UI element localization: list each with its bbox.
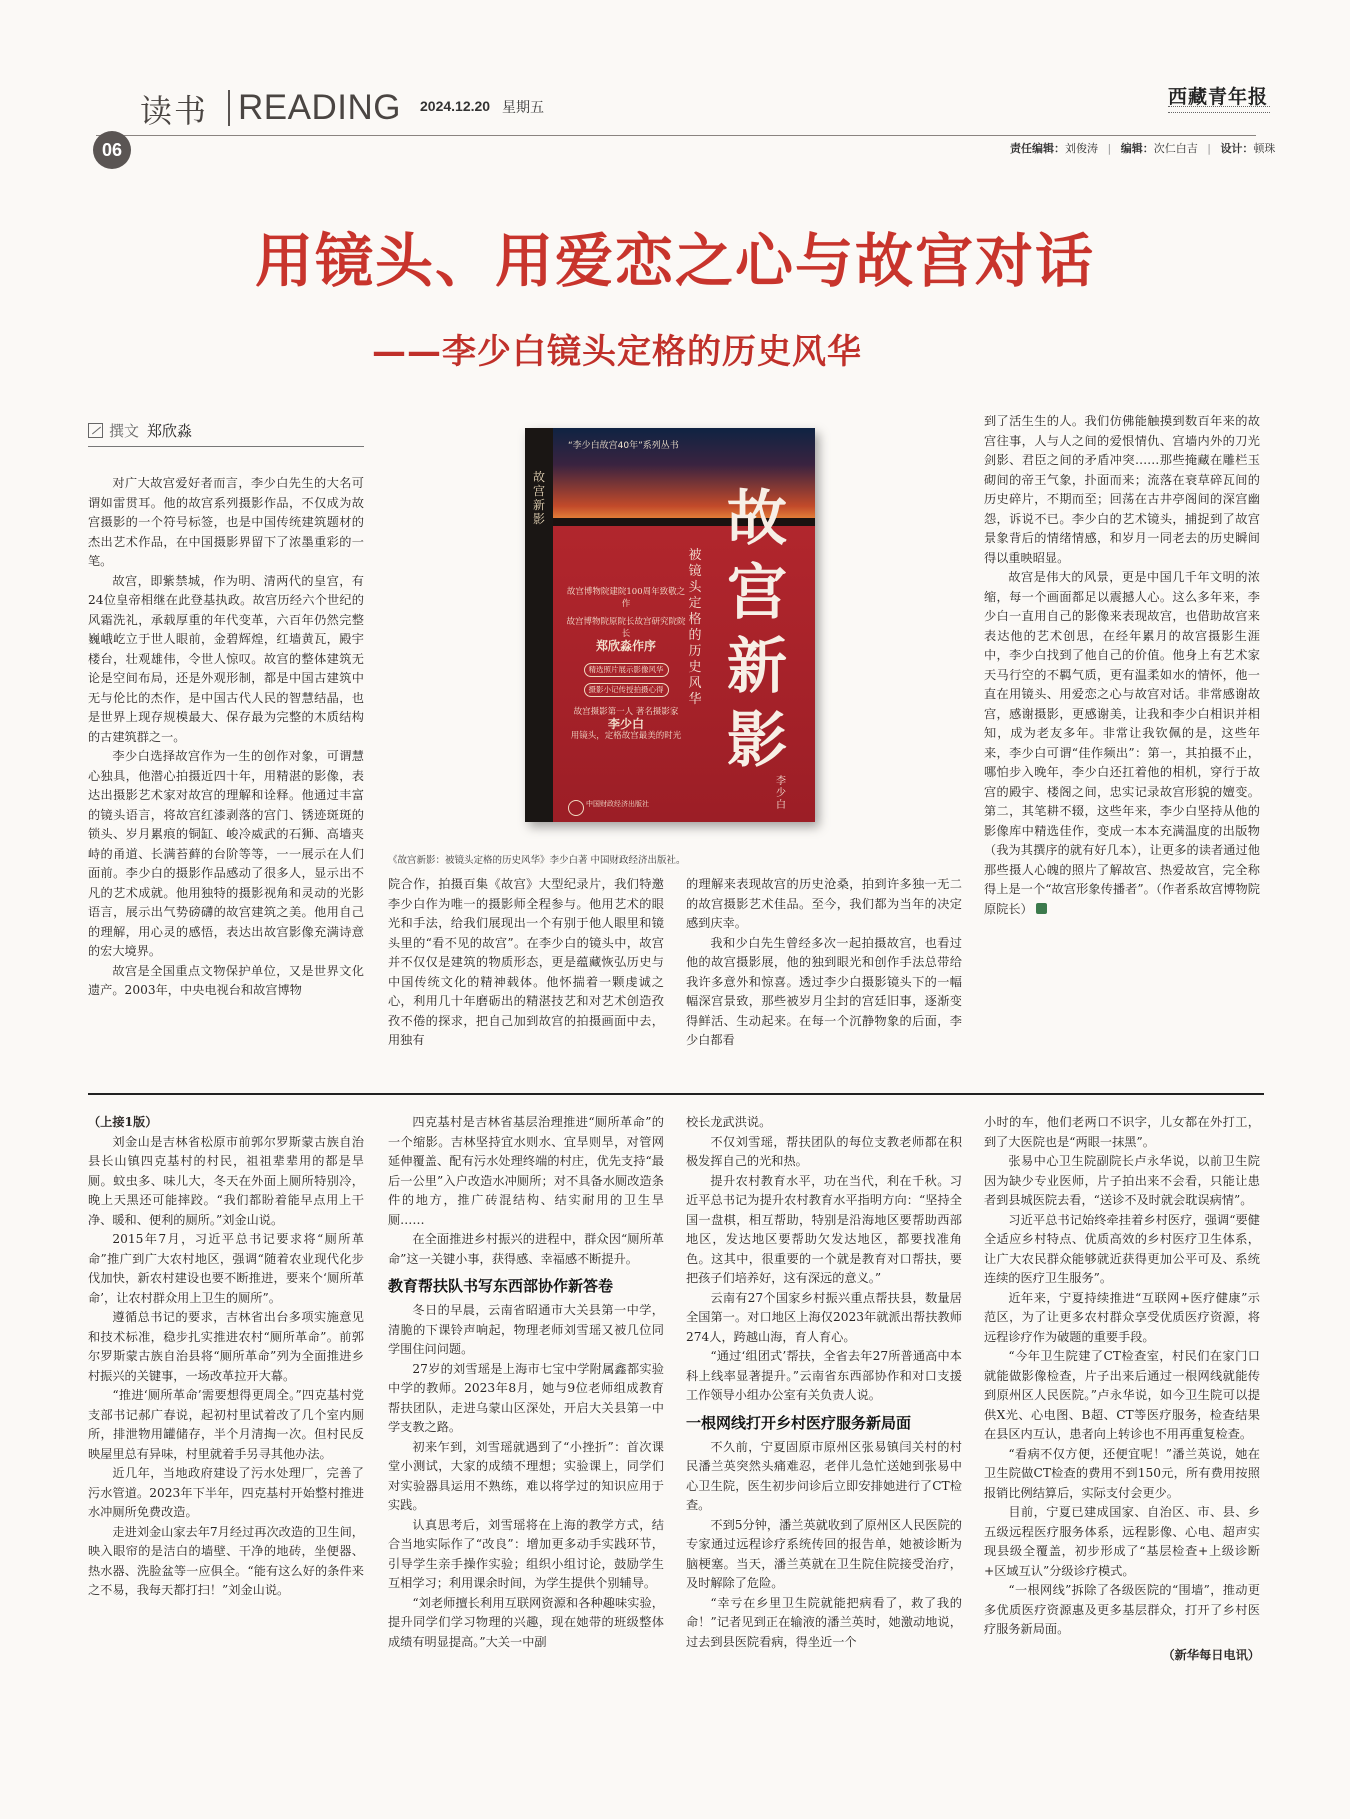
- paragraph: 不仅刘雪瑶，帮扶团队的每位支教老师都在积极发挥自己的光和热。: [686, 1134, 962, 1168]
- paragraph: 冬日的早晨，云南省昭通市大关县第一中学，清脆的下课铃声响起，物理老师刘雪瑶又被几位同学围住问问题。: [388, 1303, 664, 1356]
- paragraph: “今年卫生院建了CT检查室，村民们在家门口就能做影像检查，片子出来后通过一根网线就能传到原州区人民医院。”卢永华说，如今卫生院可以提供X光、心电图、B超、CT等医疗服务，检查结果在县区内互认，患者向上转诊也不用再重复检查。: [984, 1349, 1260, 1441]
- paragraph: 云南有27个国家乡村振兴重点帮扶县，数量居全国第一。对口地区上海仅2023年就派出帮扶教师274人，跨越山海，育人育心。: [686, 1290, 962, 1344]
- cover-series: “李少白故宫40年”系列丛书: [568, 441, 679, 451]
- article-column-3: [686, 875, 962, 1085]
- cover-blurb-line: 李少白: [607, 717, 644, 731]
- article-subtitle: ——李少白镜头定格的历史风华: [372, 332, 862, 372]
- paragraph: 对广大故宫爱好者而言，李少白先生的大名可谓如雷贯耳。他的故宫系列摄影作品，不仅成为故宫摄影的一个符号标签，也是中国传统建筑题材的杰出艺术作品，在中国摄影界留下了浓墨重彩的一笔。: [88, 476, 364, 568]
- section-name: 读书: [140, 92, 209, 130]
- cover-author: 李少白: [776, 776, 786, 811]
- paragraph: 院合作，拍摄百集《故宫》大型纪录片，我们特邀李少白作为唯一的摄影师全程参与。他用艺术的眼光和手法，给我们展现出一个有别于他人眼里和镜头里的“看不见的故宫”。在李少白的镜头中，故宫并不仅仅是建筑的物质形态，更是蕴藏恢弘历史与中国传统文化的精神载体。他怀揣着一颗虔诚之心，利用几十年磨砺出的精湛技艺和对艺术创造孜孜不倦的探求，把自己加到故宫的拍摄画面中去，用独有: [388, 877, 664, 1047]
- byline-label: 撰文: [109, 422, 140, 440]
- design-name: 顿珠: [1253, 142, 1276, 155]
- proof-label: 编辑：: [1120, 142, 1154, 155]
- spine-title: 故宫新影: [532, 470, 545, 526]
- cover-blurb-line: 故宫摄影第一人 著名摄影家: [573, 707, 679, 717]
- paragraph: [984, 568, 1260, 919]
- paragraph: 走进刘金山家去年7月经过再次改造的卫生间，映入眼帘的是洁白的墙壁、干净的地砖，坐便器、热水器、洗脸盆等一应俱全。“能有这么好的条件来之不易，我每天都打扫！”刘金山说。: [88, 1524, 364, 1597]
- article-column-2: [388, 875, 664, 1085]
- cover-blurb-line: 故宫博物院建院100周年致敬之作: [566, 587, 686, 609]
- section-divider: [88, 1093, 1264, 1095]
- byline: [88, 420, 364, 447]
- issue-weekday: 星期五: [502, 100, 544, 116]
- credits-separator: |: [1107, 142, 1112, 155]
- paragraph: 四克基村是吉林省基层治理推进“厕所革命”的一个缩影。吉林坚持宜水则水、宜旱则旱，对管网延伸覆盖、配有污水处理终端的村庄，优先支持“最后一公里”入户改造水冲厕所；对不具备水厕改造条件的地方，推广砖混结构、结实耐用的卫生旱厕……: [388, 1115, 664, 1227]
- paragraph: 小时的车，他们老两口不识字，儿女都在外打工，到了大医院也是“两眼一抹黑”。: [984, 1115, 1260, 1149]
- article-column-1: [88, 474, 364, 1084]
- paragraph: 的理解来表现故宫的历史沧桑，拍到许多独一无二的故宫摄影艺术佳品。至今，我们都为当年的决定感到庆幸。: [686, 877, 962, 930]
- paragraph: 故宫是全国重点文物保护单位，又是世界文化遗产。2003年，中央电视台和故宫博物: [88, 963, 364, 997]
- continued-note: （上接1版）: [88, 1115, 158, 1129]
- section-heading: 一根网线打开乡村医疗服务新局面: [686, 1413, 912, 1432]
- paragraph: 刘金山是吉林省松原市前郭尔罗斯蒙古族自治县长山镇四克基村的村民，祖祖辈辈用的都是旱厕。蚊虫多、味儿大，冬天在外面上厕所特别冷，晚上天黑还可能摔跤。“我们都盼着能早点用上干净、暖和、便利的厕所。”刘金山说。: [88, 1134, 364, 1227]
- paragraph: “刘老师擅长利用互联网资源和各种趣味实验，提升同学们学习物理的兴趣，现在她带的班级整体成绩有明显提高。”大关一中副: [388, 1595, 664, 1649]
- continued-column-2: [388, 1113, 664, 1803]
- paragraph: 提升农村教育水平，功在当代，利在千秋。习近平总书记为提升农村教育水平指明方向：“坚持全国一盘棋，相互帮助，特别是沿海地区要帮助西部地区，发达地区要帮助欠发达地区，都要找准角色。这其中，很重要的一个就是教育对口帮扶，要把孩子们培养好，这有深远的意义。”: [686, 1173, 962, 1285]
- cover-blurb-line: 故宫博物院原院长故宫研究院院长: [566, 617, 686, 639]
- cover-pill: 精选照片展示影像风华: [584, 663, 669, 677]
- byline-author: 郑欣淼: [147, 422, 193, 440]
- continued-column-1: [88, 1113, 364, 1803]
- paragraph: 遵循总书记的要求，吉林省出台多项实施意见和技术标准，稳步扎实推进农村“厕所革命”。前郭尔罗斯蒙古族自治县将“厕所革命”列为全面推进乡村振兴的关键事，一场改革拉开大幕。: [88, 1310, 364, 1383]
- cover-blurb: [566, 586, 686, 742]
- photo-caption: 《故宫新影：被镜头定格的历史风华》李少白著 中国财政经济出版社。: [388, 855, 686, 866]
- paragraph: “推进‘厕所革命’需要想得更周全。”四克基村党支部书记郝广春说，起初村里试着改了几个室内厕所，排泄物用罐储存，半个月清掏一次。但村民反映屋里总有异味，村里就着手另寻其他办法。: [88, 1388, 364, 1461]
- page-number-badge: 06: [93, 131, 131, 169]
- article-column-4: [984, 412, 1260, 1084]
- article-title: 用镜头、用爱恋之心与故宫对话: [254, 227, 1095, 295]
- end-mark-icon: [1036, 903, 1047, 914]
- paragraph: 认真思考后，刘雪瑶将在上海的教学方式，结合当地实际作了“改良”：增加更多动手实践环节，引导学生亲手操作实验；组织小组讨论，鼓励学生互相学习；利用课余时间，为学生提供个别辅导。: [388, 1517, 664, 1590]
- article-source: （新华每日电讯）: [1162, 1647, 1260, 1662]
- cover-subtitle: 被镜头定格的历史风华: [688, 548, 702, 707]
- editor-label: 责任编辑：: [1010, 142, 1065, 155]
- paragraph: “看病不仅方便，还便宜呢！”潘兰英说，她在卫生院做CT检查的费用不到150元，所有费用按照报销比例结算后，实际支付会更少。: [984, 1446, 1260, 1500]
- paragraph: “一根网线”拆除了各级医院的“围墙”，推动更多优质医疗资源惠及更多基层群众，打开了乡村医疗服务新局面。: [984, 1583, 1260, 1636]
- cover-pill: 摄影小记传授拍摄心得: [584, 683, 669, 697]
- editor-credits: [1010, 140, 1275, 156]
- paragraph: 到了活生生的人。我们仿佛能触摸到数百年来的故宫往事，人与人之间的爱恨情仇、宫墙内外的刀光剑影、君臣之间的矛盾冲突……那些掩藏在雕栏玉砌间的帝王气象，扑面而来；流落在衰草碎瓦间的历史碎片，不期而至；回荡在古井亭阁间的深宫幽怨，诉说不已。李少白的艺术镜头，捕捉到了故宫景象背后的情绪情感，和岁月一同老去的历史瞬间得以重映昭显。: [984, 414, 1260, 565]
- design-label: 设计：: [1220, 142, 1254, 155]
- paragraph: 初来乍到，刘雪瑶就遇到了“小挫折”：首次课堂小测试，大家的成绩不理想；实验课上，同学们对实验器具运用不熟练，难以将学过的知识应用于实践。: [388, 1439, 664, 1512]
- masthead-tibetan-line: [1168, 106, 1270, 113]
- publisher-logo-icon: [568, 800, 584, 816]
- pen-icon: [88, 423, 103, 438]
- paragraph-text: 故宫是伟大的风景，更是中国几千年文明的浓缩，每一个画面都足以震撼人心。这么多年来，李少白一直用自己的影像来表现故宫，也借助故宫来表达他的艺术创思，在经年累月的故宫摄影生涯中，李少白找到了他自己的价值。他身上有艺术家天马行空的不羁气质，更有温柔如水的情怀，他一直在用镜头、用爱恋之心与故宫对话。非常感谢故宫，感谢摄影，更感谢美，让我和李少白相识并相知，成为老友多年。非常让我钦佩的是，这些年来，李少白可谓“佳作频出”：第一，其拍摄不止，哪怕步入晚年，李少白还扛着他的相机，穿行于故宫的殿宇、楼阁之间，忠实记录故宫形貌的嬗变。第二，其笔耕不辍，这些年来，李少白坚持从他的影像库中精选佳作，变成一本本充满温度的出版物（我为其撰序的就有好几本），让更多的读者通过他那些摄人心魄的照片了解故宫、热爱故宫，完全称得上是一个“故宫形象传播者”。（作者系故宫博物院原院长）: [984, 570, 1260, 916]
- cover-blurb-line: 郑欣淼作序: [595, 639, 656, 653]
- proof-name: 次仁白吉: [1153, 142, 1198, 155]
- credits-separator: |: [1207, 142, 1211, 155]
- section-heading: 教育帮扶队书写东西部协作新答卷: [388, 1277, 614, 1295]
- cover-blurb-line: 用镜头，定格故宫最美的时光: [570, 731, 682, 741]
- newspaper-masthead: 西藏青年报: [1168, 86, 1269, 108]
- paragraph: 27岁的刘雪瑶是上海市七宝中学附属鑫都实验中学的教师。2023年8月，她与9位老师组成教育帮扶团队，走进乌蒙山区深处，开启大关县第一中学支教之路。: [388, 1361, 664, 1434]
- paragraph: 目前，宁夏已建成国家、自治区、市、县、乡五级远程医疗服务体系，远程影像、心电、超声实现县级全覆盖，初步形成了“基层检查+上级诊断+区域互认”分级诊疗模式。: [984, 1505, 1260, 1578]
- paragraph: “幸亏在乡里卫生院就能把病看了，救了我的命！”记者见到正在输液的潘兰英时，她激动地说，过去到县医院看病，得坐近一个: [686, 1595, 962, 1649]
- paragraph: 不久前，宁夏固原市原州区张易镇闫关村的村民潘兰英突然头痛难忍，老伴儿急忙送她到张易中心卫生院，医生初步问诊后立即安排她进行了CT检查。: [686, 1439, 962, 1512]
- header-divider: [228, 90, 230, 126]
- paragraph: 故宫，即紫禁城，作为明、清两代的皇宫，有24位皇帝相继在此登基执政。故宫历经六个世纪的风霜洗礼，承载厚重的年代变革，六百年仍然完整巍峨屹立于世人眼前，金碧辉煌，红墙黄瓦，殿宇楼台，壮观雄伟，令世人惊叹。故宫的整体建筑无论是空间布局，还是外观形制，都是中国古建筑中无与伦比的杰作，是中国古代人民的智慧结晶，也是世界上现存规模最大、保存最为完整的木质结构的古建筑群之一。: [88, 573, 364, 744]
- paragraph: 在全面推进乡村振兴的进程中，群众因“厕所革命”这一关键小事，获得感、幸福感不断提升。: [388, 1232, 664, 1266]
- cover-publisher: 中国财政经济出版社: [586, 800, 649, 808]
- continued-column-4: [984, 1113, 1260, 1803]
- paragraph: 近几年，当地政府建设了污水处理厂，完善了污水管道。2023年下半年，四克基村开始整村推进水冲厕所免费改造。: [88, 1466, 364, 1519]
- paragraph: 校长龙武洪说。: [686, 1115, 772, 1129]
- paragraph: 近年来，宁夏持续推进“互联网+医疗健康”示范区，为了让更多农村群众享受优质医疗资源，将远程诊疗作为破题的重要手段。: [984, 1290, 1260, 1344]
- continued-column-3: [686, 1113, 962, 1803]
- paragraph: 张易中心卫生院副院长卢永华说，以前卫生院因为缺少专业医师，片子拍出来不会看，只能让患者到县城医院去看，“送诊不及时就会耽误病情”。: [984, 1154, 1260, 1207]
- header-rule: [96, 135, 1256, 136]
- issue-date: 2024.12.20: [420, 98, 491, 114]
- paragraph: 李少白选择故宫作为一生的创作对象，可谓慧心独具，他潜心拍摄近四十年，用精湛的影像，表达出摄影艺术家对故宫的理解和诠释。他通过丰富的镜头语言，将故宫红漆剥落的宫门、锈迹斑斑的锁头、岁月累痕的铜缸、峻冷威武的石狮、高墙夹峙的甬道、长满苔藓的台阶等等，一一展示在人们面前。李少白的摄影作品感动了很多人，显示出不凡的艺术成就。他用独特的摄影视角和灵动的光影语言，展示出气势磅礴的故宫建筑之美。他用自己的理解，用心灵的感悟，表达出故宫影像充满诗意的宏大境界。: [88, 749, 364, 958]
- paragraph: “通过‘组团式’帮扶，全省去年27所普通高中本科上线率显著提升。”云南省东西部协作和对口支援工作领导小组办公室有关负责人说。: [686, 1349, 962, 1402]
- paragraph: 2015年7月，习近平总书记要求将“厕所革命”推广到广大农村地区，强调“随着农业现代化步伐加快，新农村建设也要不断推进，要来个‘厕所革命’，让农村群众用上卫生的厕所”。: [88, 1232, 364, 1305]
- section-name-en: READING: [238, 88, 401, 127]
- paragraph: 我和少白先生曾经多次一起拍摄故宫，也看过他的故宫摄影展，他的独到眼光和创作手法总带给我许多意外和惊喜。透过李少白摄影镜头下的一幅幅深宫景致，那些被岁月尘封的宫廷旧事，逐渐变得鲜活、生动起来。在每一个沉静物象的后面，李少白都看: [686, 935, 962, 1047]
- paragraph: 不到5分钟，潘兰英就收到了原州区人民医院的专家通过远程诊疗系统传回的报告单，她被诊断为脑梗塞。当天，潘兰英就在卫生院住院接受治疗，及时解除了危险。: [686, 1517, 962, 1590]
- editor-name: 刘俊涛: [1065, 142, 1098, 155]
- paragraph: 习近平总书记始终牵挂着乡村医疗，强调“要健全适应乡村特点、优质高效的乡村医疗卫生体系，让广大农民群众能够就近获得更加公平可及、系统连续的医疗卫生服务”。: [984, 1212, 1260, 1285]
- cover-title: 故宫新影: [727, 484, 787, 776]
